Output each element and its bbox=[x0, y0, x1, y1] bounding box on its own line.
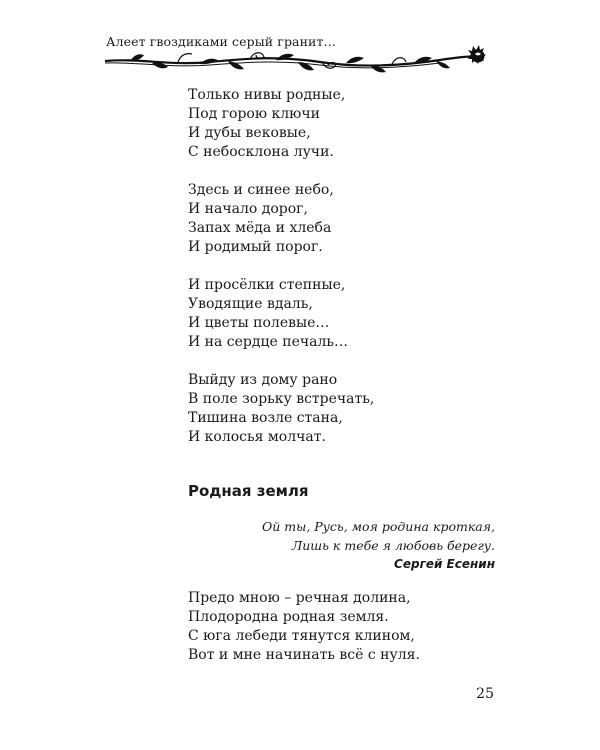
verse-line: Вот и мне начинать всё с нуля. bbox=[188, 647, 420, 663]
verse-line: С юга лебеди тянутся клином, bbox=[188, 628, 415, 644]
verse-line: С небосклона лучи. bbox=[188, 144, 334, 160]
verse-line: Запах мёда и хлеба bbox=[188, 220, 332, 236]
stanza bbox=[188, 181, 374, 257]
stanza bbox=[188, 86, 374, 162]
verse-line: И родимый порог. bbox=[188, 239, 323, 255]
verse-line: Выйду из дому рано bbox=[188, 372, 338, 388]
page-number: 25 bbox=[476, 686, 494, 702]
section-poem-body bbox=[188, 589, 420, 665]
verse-line: Тишина возле стана, bbox=[188, 410, 343, 426]
verse-line: Плодородна родная земля. bbox=[188, 609, 389, 625]
verse-line: И дубы вековые, bbox=[188, 125, 311, 141]
carnation-vine-ornament-icon bbox=[100, 44, 500, 78]
verse-line: Под горою ключи bbox=[188, 106, 320, 122]
verse-line: И колосья молчат. bbox=[188, 429, 326, 445]
verse-line: Уводящие вдаль, bbox=[188, 296, 313, 312]
verse-line: В поле зорьку встречать, bbox=[188, 391, 375, 407]
verse-line: И начало дорог, bbox=[188, 201, 308, 217]
verse-line: И на сердце печаль… bbox=[188, 334, 348, 350]
epigraph-line: Лишь к тебе я любовь берегу. bbox=[291, 538, 495, 553]
verse-line: Здесь и синее небо, bbox=[188, 182, 334, 198]
running-head: Алеет гвоздиками серый гранит… bbox=[106, 34, 337, 49]
verse-line: И цветы полевые… bbox=[188, 315, 330, 331]
verse-line: Только нивы родные, bbox=[188, 87, 346, 103]
epigraph bbox=[262, 517, 495, 574]
epigraph-line: Ой ты, Русь, моя родина кроткая, bbox=[262, 519, 495, 534]
stanza bbox=[188, 276, 374, 352]
section-title: Родная земля bbox=[188, 482, 309, 500]
verse-line: И просёлки степные, bbox=[188, 277, 346, 293]
epigraph-author: Сергей Есенин bbox=[394, 557, 495, 571]
verse-line: Предо мною – речная долина, bbox=[188, 590, 411, 606]
poem-body bbox=[188, 86, 374, 466]
stanza bbox=[188, 371, 374, 447]
